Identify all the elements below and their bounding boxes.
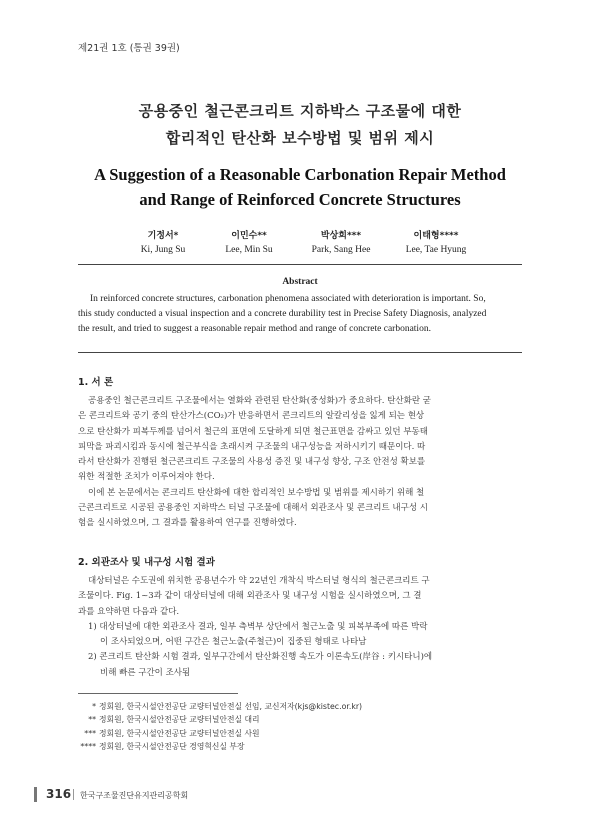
- abstract-body: [78, 292, 524, 337]
- footnotes: [78, 700, 524, 754]
- footnote: [78, 740, 524, 753]
- journal-name: 한국구조물진단유지관리공학회: [80, 791, 189, 800]
- body-line: 근콘크리트로 시공된 공용중인 지하박스 터널 구조물에 대해서 외관조사 및 콘크리트 내구성 시: [78, 503, 428, 514]
- author-3-korean-name: 박상희***: [320, 231, 362, 241]
- list-item: 2) 콘크리트 탄산화 시험 결과, 일부구간에서 탄산화진행 속도가 이론속도(岸谷 : 키시타니)에: [88, 652, 433, 663]
- footnote: [78, 700, 524, 713]
- english-title-line-1: A Suggestion of a Reasonable Carbonation Repair Method: [94, 165, 506, 184]
- list-item: 1) 대상터널에 대한 외관조사 결과, 일부 측벽부 상단에서 철근노출 및 피복부족에 따른 박락: [88, 621, 428, 632]
- footnote-mark: **: [88, 715, 96, 725]
- body-line: 공용중인 철근콘크리트 구조물에서는 열화와 관련된 탄산화(중성화)가 중요하다. 탄산화란 굳: [88, 396, 431, 406]
- abstract-line: In reinforced concrete structures, carbonation phenomena associated with deterioration is important. So,: [90, 294, 486, 304]
- page-number: 316: [46, 787, 72, 801]
- footnote-text: 정회원, 한국시설안전공단 교량터널안전실 대리: [99, 715, 260, 725]
- footnote-mark: *: [92, 702, 96, 711]
- english-title-line-2: and Range of Reinforced Concrete Structures: [139, 190, 461, 209]
- footnote-text: 정회원, 한국시설안전공단 경영혁신실 부장: [99, 742, 245, 752]
- author-4: [381, 228, 491, 255]
- footnote-rule: [78, 693, 238, 694]
- body-line: 조물이다. Fig. 1~3과 같이 대상터널에 대해 외관조사 및 내구성 시험을 실시하였으며, 그 결: [78, 591, 422, 602]
- body-line: 으로 탄산화가 피복두께를 넘어서 철근의 표면에 도달하게 되면 철근표면을 감싸고 있던 부동태: [78, 426, 428, 437]
- body-line: 대상터널은 수도권에 위치한 공용년수가 약 22년인 개착식 박스터널 형식의 철근콘크리트 구: [88, 576, 430, 586]
- korean-title-line-1: 공용중인 철근콘크리트 지하박스 구조물에 대한: [138, 102, 462, 120]
- author-4-english-name: Lee, Tae Hyung: [405, 245, 467, 255]
- abstract-title: Abstract: [282, 277, 318, 287]
- body-line: 은 콘크리트와 공기 중의 탄산가스(CO₂)가 반응하면서 콘크리트의 알칼리성을 잃게 되는 현상: [78, 411, 425, 422]
- footnote: [78, 727, 524, 740]
- footnote-text: 정회원, 한국시설안전공단 교량터널안전실 선임, 교신저자(kjs@kistec.or.kr): [99, 702, 363, 711]
- author-3: [286, 228, 396, 255]
- footnote-mark: ***: [84, 728, 96, 738]
- author-2-korean-name: 이민수**: [231, 231, 267, 241]
- footnote-mark: ****: [80, 742, 96, 752]
- abstract-line: the result, and tried to suggest a reasonable repair method and range of concrete carbonation.: [78, 324, 431, 334]
- abstract-bottom-rule: [78, 352, 522, 353]
- body-line: 라서 탄산화가 진행된 철근콘크리트 구조물의 사용성 증진 및 내구성 향상, 구조 안전성 확보를: [78, 457, 426, 468]
- author-1-korean-name: 기정서*: [147, 231, 179, 241]
- section-1-body: [78, 394, 524, 532]
- author-2-english-name: Lee, Min Su: [225, 245, 273, 255]
- volume-header: 제21권 1호 (통권 39권): [78, 43, 180, 54]
- body-line: 위한 적절한 조치가 이루어져야 한다.: [78, 472, 215, 483]
- footer-separator: [73, 789, 74, 800]
- body-line: 이에 본 논문에서는 콘크리트 탄산화에 대한 합리적인 보수방법 및 범위를 제시하기 위해 철: [88, 487, 425, 498]
- footnote: [78, 713, 524, 726]
- list-item-continuation: 이 조사되었으며, 어떤 구간은 철근노출(주철근)이 집중된 형태로 나타남: [100, 637, 367, 648]
- body-line: 험을 실시하였으며, 그 결과를 활용하여 연구를 진행하였다.: [78, 518, 297, 529]
- section-2-heading: 2. 외관조사 및 내구성 시험 결과: [78, 557, 215, 568]
- author-3-english-name: Park, Sang Hee: [311, 245, 371, 255]
- author-1-english-name: Ki, Jung Su: [140, 245, 186, 255]
- body-line: 과를 요약하면 다음과 같다.: [78, 606, 180, 617]
- section-1-heading: 1. 서 론: [78, 377, 114, 388]
- footnote-text: 정회원, 한국시설안전공단 교량터널안전실 사원: [99, 728, 260, 738]
- page-number-bar: [34, 787, 37, 802]
- list-item-continuation: 비해 빠른 구간이 조사됨: [100, 667, 191, 678]
- author-4-korean-name: 이태형****: [413, 231, 459, 241]
- section-2-body: [78, 574, 524, 681]
- body-line: 피막을 파괴시킴과 동시에 철근부식을 초래시켜 구조물의 내구성능을 저하시키기 때문이다. 따: [78, 441, 426, 452]
- abstract-top-rule: [78, 264, 522, 265]
- abstract-line: this study conducted a visual inspection and a concrete durability test in Precise Safety Diagnosis, analyzed: [78, 309, 487, 319]
- korean-title-line-2: 합리적인 탄산화 보수방법 및 범위 제시: [165, 129, 435, 147]
